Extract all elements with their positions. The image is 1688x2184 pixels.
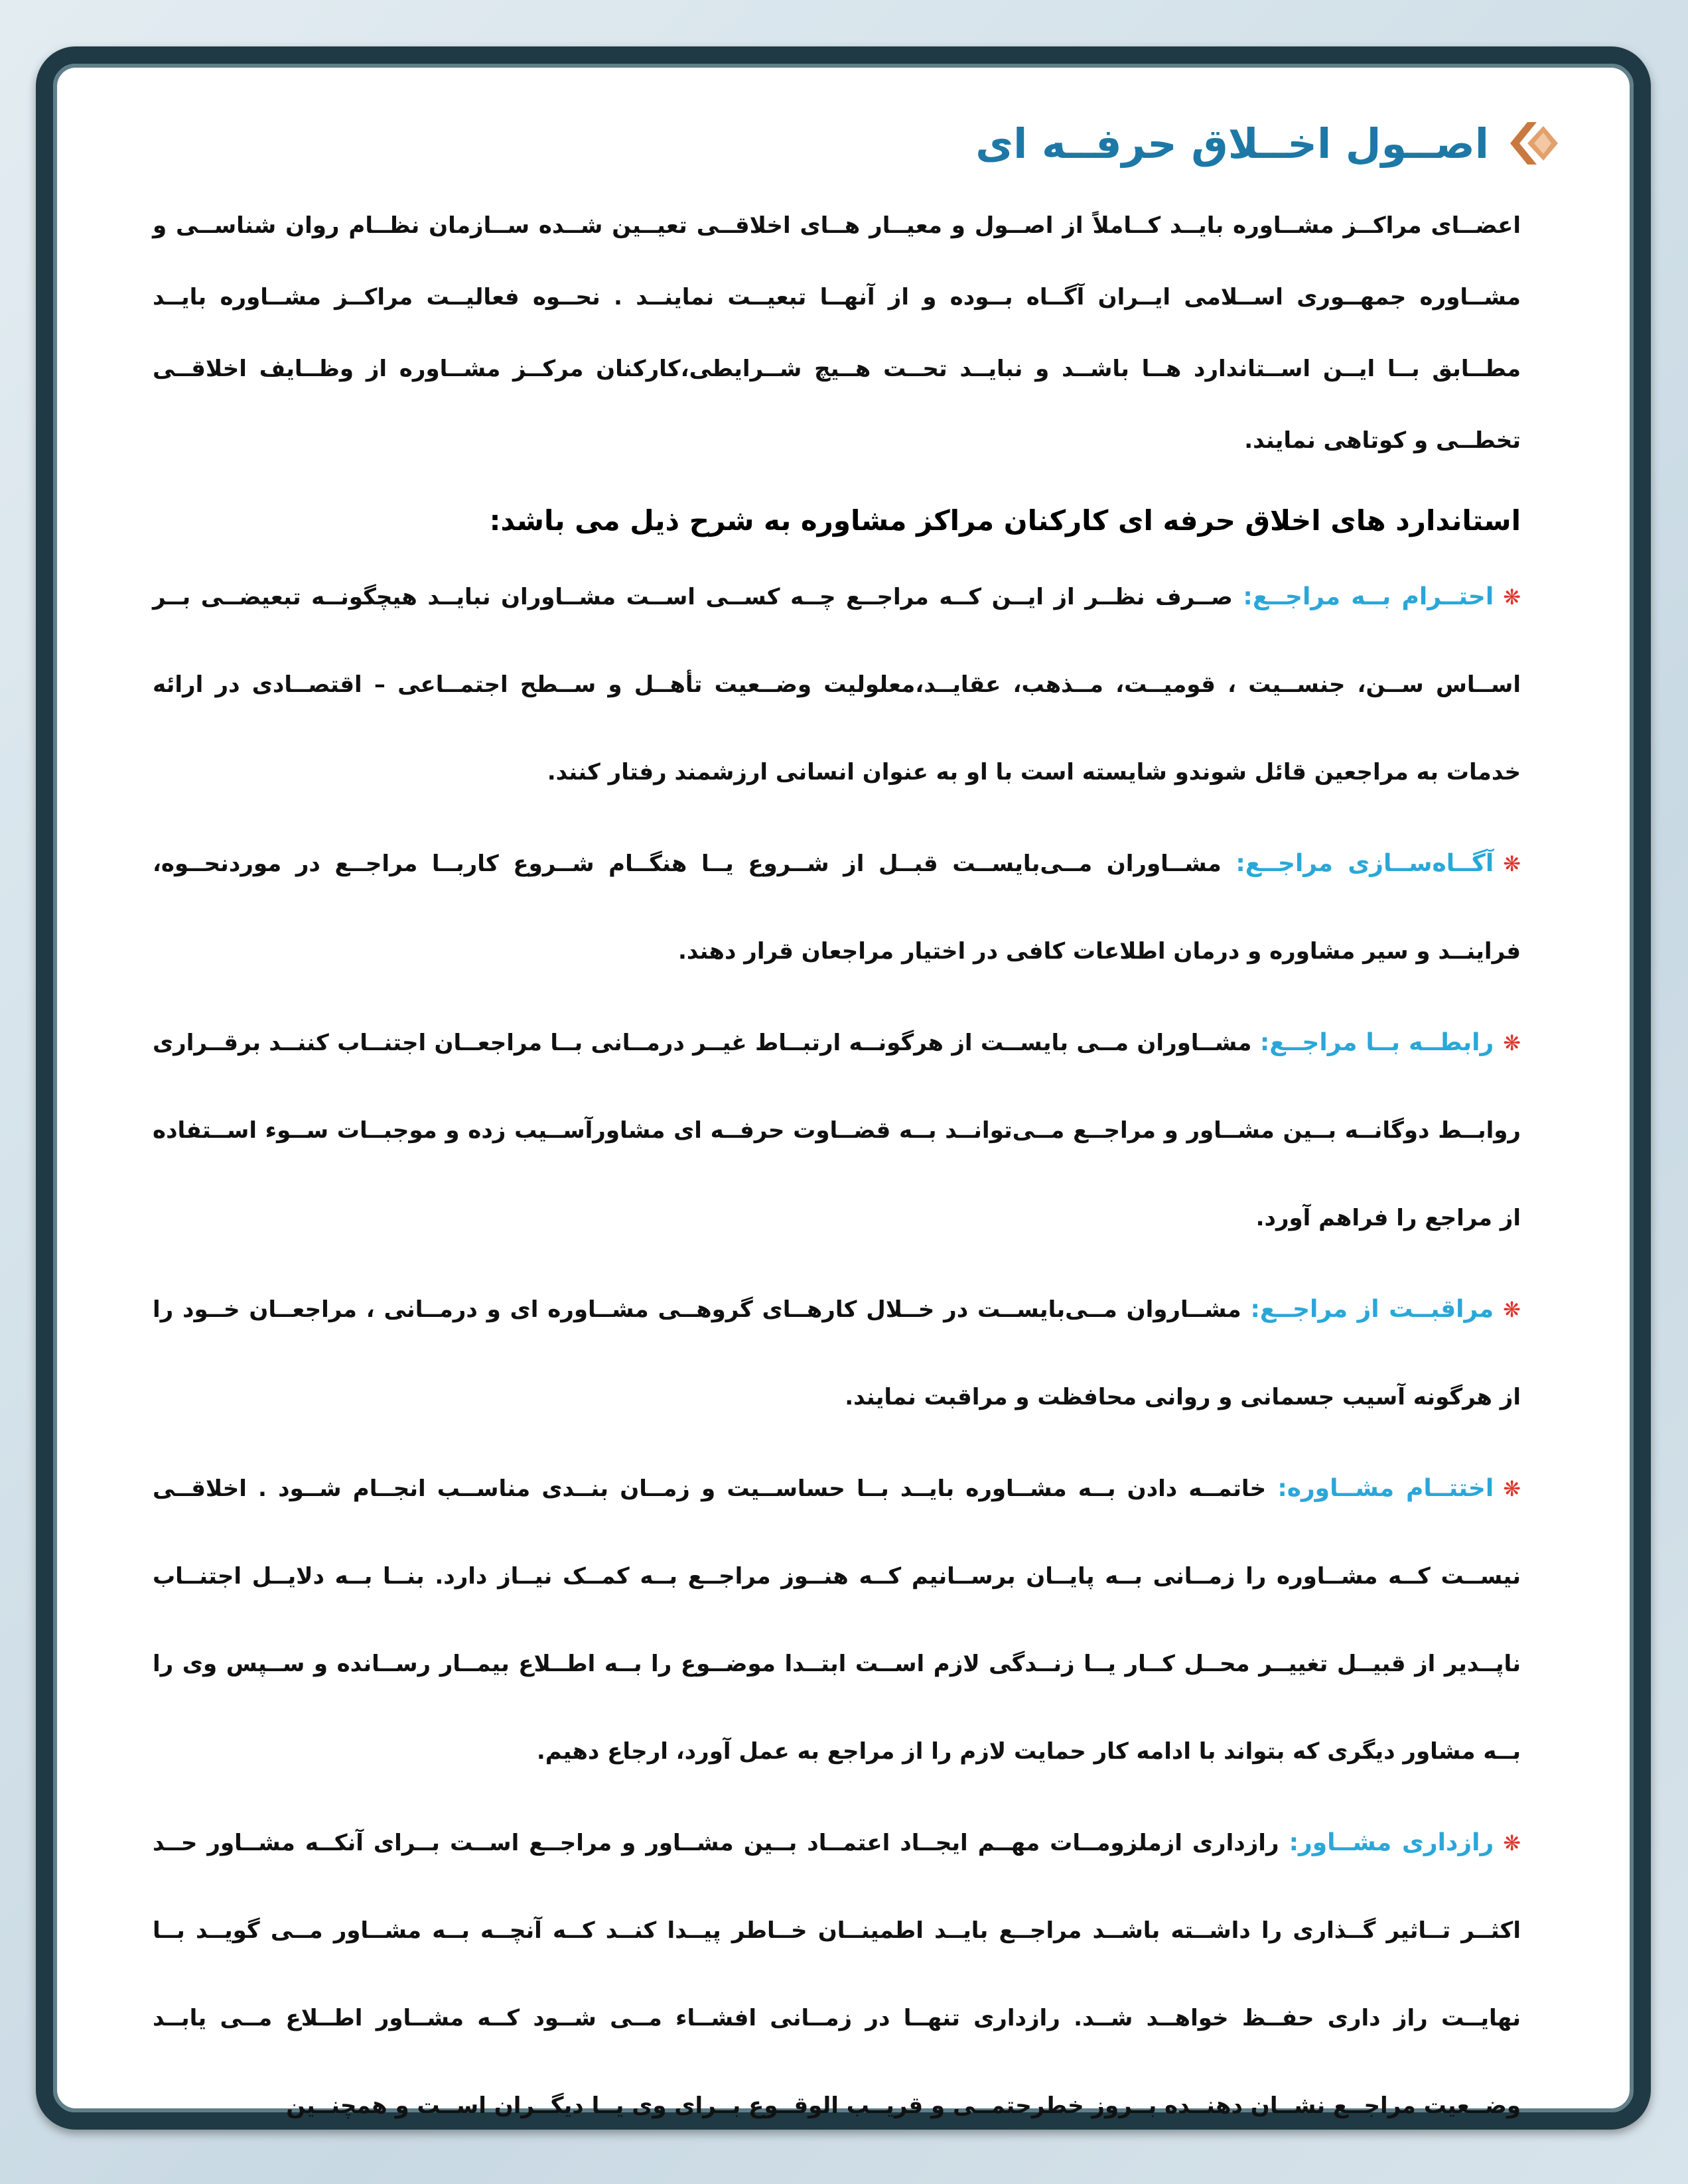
item-term: اختتــام مشــاوره: (1277, 1475, 1494, 1502)
bullet-star-icon: ❋ (1503, 851, 1521, 876)
intro-paragraph: اعضــای مراکــز مشــاوره بایــد کــاملاً از اصــول و معیــار هــای اخلاقــی تعیــین شــده ســازمان نظــام روان شناســی و مشــاوره جمهــوری اســلامی ایــران آگــاه بــوده و از آنهــا تبعیــت نماینــد . نحــوه فعالیــت مراکــز مشــاوره بایــد مطــابق بــا ایــن اســتاندارد هــا باشــد و نبایــد تحــت هــیچ شــرایطی،کارکنان مرکــز مشــاوره از وظــایف اخلاقــی تخطــی و کوتاهی نمایند. (153, 212, 1521, 454)
item-term: مراقبــت از مراجــع: (1250, 1296, 1494, 1323)
diamond-arrow-icon (1508, 117, 1561, 170)
item-text: صــرف نظــر از ایــن کــه مراجــع چــه کســی اســت مشــاوران نبایــد هیچگونــه تبعیضــی بــر اســاس ســن، جنســیت ، قومیــت، مــذهب، عقایــد،معلولیت وضــعیت تأهــل و ســطح اجتمــاعی – اقتصــادی در ارائه خدمات به مراجعین قائل شوندو شایسته است با او به عنوان انسانی ارزشمند رفتار کنند. (153, 584, 1521, 785)
standards-heading: استاندارد های اخلاق حرفه ای کارکنان مراکز مشاوره به شرح ذیل می باشد: (489, 504, 1521, 537)
standard-item-relationship (153, 999, 1521, 1262)
page-title: اصــول اخــلاق حرفــه ای (975, 119, 1489, 168)
item-text: مشــاوران مــی بایســت از هرگونــه ارتبــاط غیــر درمــانی بــا مراجعــان اجتنــاب کننــد برقــراری روابــط دوگانــه بــین مشــاور و مراجــع مــی‌توانــد بــه قضــاوت حرفــه ای مشاورآســیب زده و موجبــات ســوء اســتفاده از مراجع را فراهم آورد. (153, 1030, 1521, 1231)
item-term: احتــرام بــه مراجــع: (1243, 583, 1494, 610)
item-term: رابطــه بــا مراجــع: (1259, 1029, 1494, 1056)
standard-item-termination (153, 1445, 1521, 1795)
item-term: رازداری مشــاور: (1289, 1829, 1494, 1856)
standard-item-informing (153, 820, 1521, 995)
item-term: آگــاه‌ســازی مراجــع: (1235, 850, 1494, 877)
item-text: مشــاوران مــی‌بایســت قبــل از شــروع یــا هنگــام شــروع کاربــا مراجــع در موردنحــوه، فراینــد و سیر مشاوره و درمان اطلاعات کافی در اختیار مراجعان قرار دهند. (153, 851, 1521, 965)
bullet-star-icon: ❋ (1503, 1030, 1521, 1056)
bullet-star-icon: ❋ (1503, 1476, 1521, 1501)
standard-item-confidentiality (153, 1799, 1521, 2150)
standard-item-care (153, 1266, 1521, 1441)
bullet-star-icon: ❋ (1503, 1830, 1521, 1856)
standard-item-respect (153, 553, 1521, 816)
bullet-star-icon: ❋ (1503, 1297, 1521, 1322)
title-row (153, 110, 1561, 176)
bullet-star-icon: ❋ (1503, 584, 1521, 610)
page-content (153, 110, 1521, 2153)
page-frame (36, 46, 1651, 2130)
item-text: رازداری ازملزومــات مهــم ایجــاد اعتمــاد بــین مشــاور و مراجــع اســت بــرای آنکــه مشــاور حــد اکثــر تــاثیر گــذاری را داشــته باشــد مراجــع بایــد اطمینــان خــاطر پیــدا کنــد کــه آنچــه بــه مشــاور مــی گویــد بــا نهایــت راز داری حفــظ خواهــد شــد. رازداری تنهــا در زمــانی افشــاء مــی شــود کــه مشــاور اطــلاع مــی یابــد وضــعیت مراجــع نشــان دهنــده بــروز خطرحتمــی و قریــب الوقــوع بــرای وی یــا دیگــران اســت و همچنــین (153, 1830, 1521, 2119)
item-text: خاتمــه دادن بــه مشــاوره بایــد بــا حساســیت و زمــان بنــدی مناســب انجــام شــود . اخلاقــی نیســت کــه مشــاوره را زمــانی بــه پایــان برســانیم کــه هنــوز مراجــع بــه کمــک نیــاز دارد. بنــا بــه دلایــل اجتنــاب ناپــدیر از قبیــل تغییــر محــل کــار یــا زنــدگی لازم اســت ابتــدا موضــوع را بــه اطــلاع بیمــار رســانده و ســپس وی را بــه مشاور دیگری که بتواند با ادامه کار حمایت لازم را از مراجع به عمل آورد، ارجاع دهیم. (153, 1475, 1521, 1765)
item-text: مشــاروان مــی‌بایســت در خــلال کارهــای گروهــی مشــاوره ای و درمــانی ، مراجعــان خــود را از هرگونه آسیب جسمانی و روانی محافظت و مراقبت نمایند. (153, 1296, 1521, 1410)
